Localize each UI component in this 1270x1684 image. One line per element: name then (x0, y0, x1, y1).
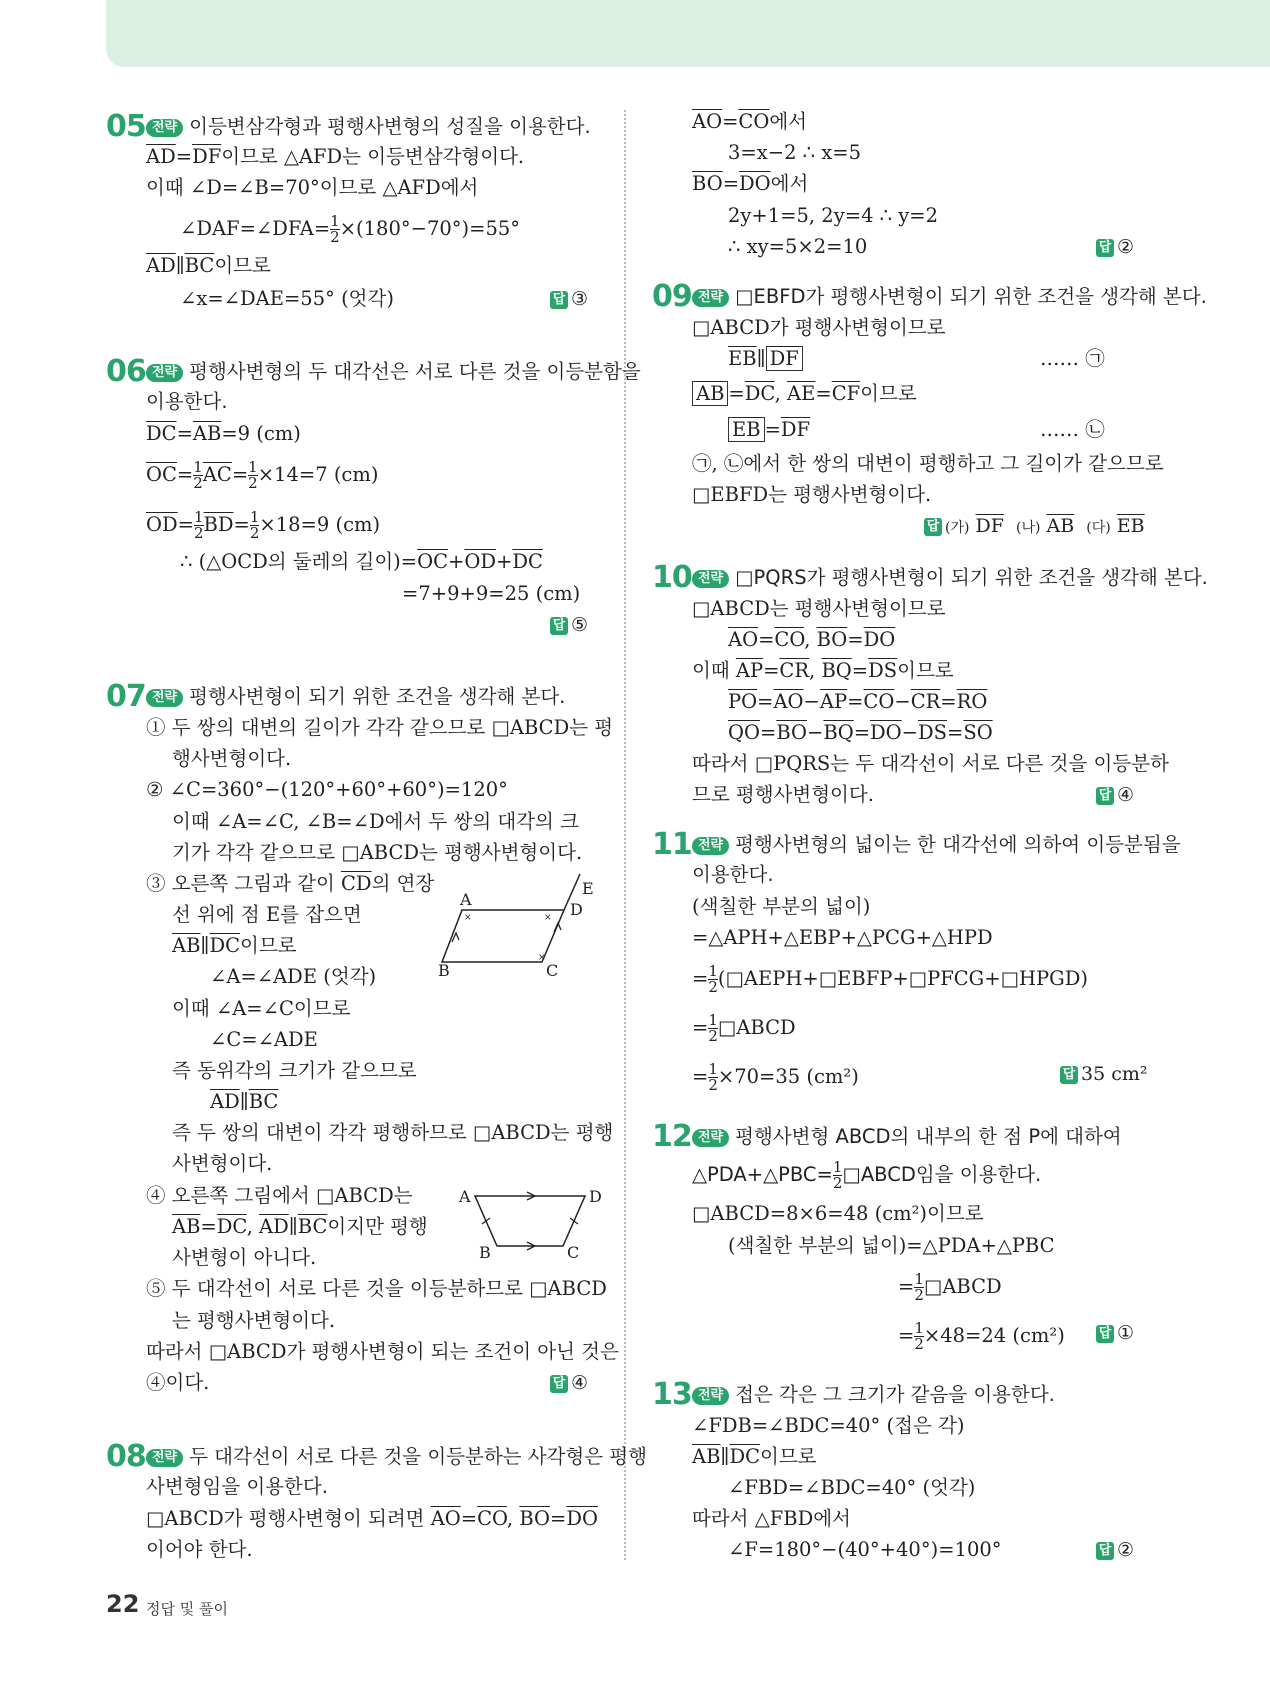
solution-line: = $\frac{1}{2}$ (□AEPH+□EBFP+□PFCG+□HPGD) (692, 962, 1088, 996)
fig2-label-c: C (567, 1243, 580, 1260)
strategy-tag: 전략 (146, 119, 183, 137)
answer-09: 답 (가) $\overline{DF}$ (나) $\overline{AB}$ (다) $\overline{EB}$ (924, 514, 1145, 540)
solution-line: □ABCD=8×6=48 (cm²)이므로 (692, 1202, 984, 1225)
strategy-line: 전략 이등변삼각형과 평행사변형의 성질을 이용한다. (146, 115, 591, 139)
solution-line: $\overline{QO}=\overline{BO}-\overline{BQ}=\overline{DO}-\overline{DS}=\overline{SO}$ (728, 721, 993, 744)
solution-line: 3=x−2 ∴ x=5 (728, 141, 862, 164)
solution-line: ⑤ 두 대각선이 서로 다른 것을 이등분하므로 □ABCD (146, 1277, 607, 1300)
solution-line: □ABCD가 평행사변형이 되려면 $\overline{AO}=\overline{CO}$, $\overline{BO}=\overline{DO}$ (146, 1507, 598, 1530)
solution-line: $\overline{AO}=\overline{CO}$, $\overline{BO}=\overline{DO}$ (728, 628, 896, 651)
strategy-line: 전략 평행사변형이 되기 위한 조건을 생각해 본다. (146, 685, 565, 709)
strategy-line: 전략 두 대각선이 서로 다른 것을 이등분하는 사각형은 평행 (146, 1445, 647, 1469)
solution-line: 이때 ∠D=∠B=70°이므로 △AFD에서 (146, 176, 479, 199)
solution-line: □ABCD가 평행사변형이므로 (692, 316, 946, 339)
solution-line: $\overline{AB}=\overline{DC}$, $\overline{AD}\parallel\overline{BC}$이지만 평행 (172, 1215, 428, 1238)
solution-line: ∴ xy=5×2=10 (728, 235, 868, 258)
solution-line: = $\frac{1}{2}$ ×48=24 (cm²) (898, 1319, 1065, 1353)
solution-line: 행사변형이다. (172, 747, 292, 770)
problem-number: 07 (106, 679, 146, 714)
solution-line: 따라서 △FBD에서 (692, 1507, 851, 1530)
solution-line: ∠FBD=∠BDC=40° (엇각) (728, 1476, 976, 1499)
problem-number: 12 (652, 1119, 692, 1154)
fig1-label-c: C (546, 961, 559, 980)
problem-number: 09 (652, 279, 692, 314)
problem-number: 11 (652, 827, 692, 862)
answer-12: 답 ① (1096, 1321, 1134, 1345)
answer-11: 답 35 cm² (1060, 1062, 1148, 1086)
strategy-line: 사변형임을 이용한다. (146, 1475, 328, 1498)
mark-1: …… ㉠ (1040, 347, 1105, 370)
solution-line: 는 평행사변형이다. (172, 1309, 336, 1332)
solution-line: 따라서 □PQRS는 두 대각선이 서로 다른 것을 이등분하 (692, 752, 1169, 775)
problem-number: 05 (106, 109, 146, 144)
strategy-line: △PDA+△PBC= $\frac{1}{2}$ □ABCD임을 이용한다. (692, 1158, 1042, 1192)
solution-line: ∠A=∠ADE (엇각) (210, 965, 377, 988)
solution-line: $\overline{AD}=\overline{DF}$이므로 △AFD는 이등변삼각형이다. (146, 145, 525, 168)
fig1-label-d: D (570, 900, 583, 919)
solution-line: $\overline{AB}\parallel\overline{DC}$이므로 (172, 934, 297, 957)
problem-number: 10 (652, 560, 692, 595)
solution-line: 즉 동위각의 크기가 같으므로 (172, 1059, 417, 1082)
solution-line: ∠x=∠DAE=55° (엇각) (180, 287, 394, 310)
solution-line: 이어야 한다. (146, 1538, 253, 1561)
solution-line: ∠FDB=∠BDC=40° (접은 각) (692, 1414, 965, 1437)
solution-line: ① 두 쌍의 대변의 길이가 각각 같으므로 □ABCD는 평 (146, 716, 614, 739)
solution-line: $\overline{BO}=\overline{DO}$에서 (692, 172, 809, 195)
solution-line: 므로 평행사변형이다. (692, 783, 874, 806)
solution-line: $\overline{AO}=\overline{CO}$에서 (692, 110, 808, 133)
solution-line: 이때 ∠A=∠C이므로 (172, 997, 351, 1020)
solution-line: 이때 ∠A=∠C, ∠B=∠D에서 두 쌍의 대각의 크 (172, 810, 579, 833)
solution-line: $\overline{OD}=$ $\frac{1}{2}$ $\overline{BD}=$ $\frac{1}{2}$ ×18=9 (cm) (146, 508, 381, 542)
solution-line: $\overline{DC}=\overline{AB}=9$ (cm) (146, 422, 301, 445)
strategy-line: 전략 평행사변형의 두 대각선은 서로 다른 것을 이등분함을 (146, 360, 641, 384)
solution-line: ∴ (△OCD의 둘레의 길이)$=\overline{OC}+\overline{OD}+\overline{DC}$ (180, 550, 543, 573)
solution-line: 2y+1=5, 2y=4 ∴ y=2 (728, 204, 939, 227)
column-divider (624, 110, 626, 1560)
parallelogram-figure (430, 870, 600, 980)
strategy-line: 전략 □EBFD가 평행사변형이 되기 위한 조건을 생각해 본다. (692, 285, 1207, 309)
solution-line: □EBFD는 평행사변형이다. (692, 483, 932, 506)
footer-title: 정답 및 풀이 (146, 1600, 228, 1618)
header-banner (106, 0, 1270, 67)
solution-line: ④이다. (146, 1371, 210, 1394)
solution-line: = $\frac{1}{2}$ □ABCD (898, 1270, 1002, 1304)
strategy-line: 전략 평행사변형의 넓이는 한 대각선에 의하여 이등분됨을 (692, 833, 1181, 857)
answer-08: 답 ② (1096, 235, 1134, 259)
solution-line: ∠C=∠ADE (210, 1028, 318, 1051)
fig1-label-a: A (460, 890, 472, 909)
solution-line: $\overline{AB} =\overline{DC}$, $\overline{AE}=\overline{CF}$이므로 (692, 382, 917, 406)
problem-number: 13 (652, 1377, 692, 1412)
solution-line: (색칠한 부분의 넓이) (692, 895, 871, 918)
answer-05: 답 ③ (550, 287, 588, 311)
mark-2: …… ㉡ (1040, 418, 1105, 441)
problem-number: 06 (106, 354, 146, 389)
trapezoid-figure (455, 1180, 605, 1260)
solution-line: 선 위에 점 E를 잡으면 (172, 903, 362, 926)
solution-line: □ABCD는 평행사변형이므로 (692, 597, 946, 620)
solution-line: 사변형이다. (172, 1152, 273, 1175)
solution-line: 즉 두 쌍의 대변이 각각 평행하므로 □ABCD는 평행 (172, 1121, 614, 1144)
solution-line: $\overline{EB}\parallel$ $\overline{DF}$ (728, 347, 803, 371)
solution-line: ④ 오른쪽 그림에서 □ABCD는 (146, 1184, 413, 1207)
solution-line: ∠F=180°−(40°+40°)=100° (728, 1538, 1002, 1561)
fig1-label-e: E (582, 879, 594, 898)
answer-06: 답 ⑤ (550, 613, 588, 637)
solution-line: $\overline{EB} =\overline{DF}$ (728, 418, 810, 442)
solution-line: ③ 오른쪽 그림과 같이 $\overline{CD}$의 연장 (146, 872, 435, 895)
svg-text:×: × (464, 913, 472, 923)
svg-text:×: × (544, 913, 552, 923)
page-number: 22 (106, 1590, 140, 1618)
strategy-line: 이용한다. (692, 863, 774, 886)
answer-07: 답 ④ (550, 1371, 588, 1395)
solution-line: =△APH+△EBP+△PCG+△HPD (692, 926, 993, 949)
fig2-label-a: A (459, 1187, 471, 1206)
strategy-line: 전략 □PQRS가 평행사변형이 되기 위한 조건을 생각해 본다. (692, 566, 1208, 590)
solution-line: =7+9+9=25 (cm) (402, 582, 581, 605)
fig1-label-b: B (438, 961, 450, 980)
solution-line: ∠DAF=∠DFA= $\frac{1}{2}$ ×(180°−70°)=55° (180, 212, 521, 246)
solution-line: = $\frac{1}{2}$ ×70=35 (cm²) (692, 1060, 859, 1094)
solution-line: (색칠한 부분의 넓이)=△PDA+△PBC (728, 1234, 1055, 1257)
answer-10: 답 ④ (1096, 783, 1134, 807)
solution-line: ② ∠C=360°−(120°+60°+60°)=120° (146, 778, 508, 801)
fig2-label-d: D (589, 1187, 602, 1206)
solution-line: $\overline{AD}\parallel\overline{BC}$이므로 (146, 254, 271, 277)
strategy-line: 이용한다. (146, 390, 228, 413)
solution-line: $\overline{OC}=$ $\frac{1}{2}$ $\overline{AC}=$ $\frac{1}{2}$ ×14=7 (cm) (146, 458, 379, 492)
solution-line: 사변형이 아니다. (172, 1246, 317, 1269)
problem-number: 08 (106, 1439, 146, 1474)
answer-13: 답 ② (1096, 1538, 1134, 1562)
solution-line: ㉠, ㉡에서 한 쌍의 대변이 평행하고 그 길이가 같으므로 (692, 452, 1164, 475)
strategy-line: 전략 접은 각은 그 크기가 같음을 이용한다. (692, 1383, 1055, 1407)
solution-line: $\overline{PO}=\overline{AO}-\overline{AP}=\overline{CO}-\overline{CR}=\overline{RO}$ (728, 690, 988, 713)
solution-line: 이때 $\overline{AP}=\overline{CR}$, $\overline{BQ}=\overline{DS}$이므로 (692, 659, 954, 682)
solution-line: = $\frac{1}{2}$ □ABCD (692, 1011, 796, 1045)
solution-line: 기가 각각 같으므로 □ABCD는 평행사변형이다. (172, 841, 583, 864)
strategy-line: 전략 평행사변형 ABCD의 내부의 한 점 P에 대하여 (692, 1125, 1122, 1149)
solution-line: 따라서 □ABCD가 평행사변형이 되는 조건이 아닌 것은 (146, 1340, 619, 1363)
solution-line: $\overline{AD}\parallel\overline{BC}$ (210, 1090, 279, 1113)
fig2-label-b: B (479, 1243, 491, 1260)
svg-text:×: × (538, 953, 546, 963)
solution-line: $\overline{AB}\parallel\overline{DC}$이므로 (692, 1445, 817, 1468)
